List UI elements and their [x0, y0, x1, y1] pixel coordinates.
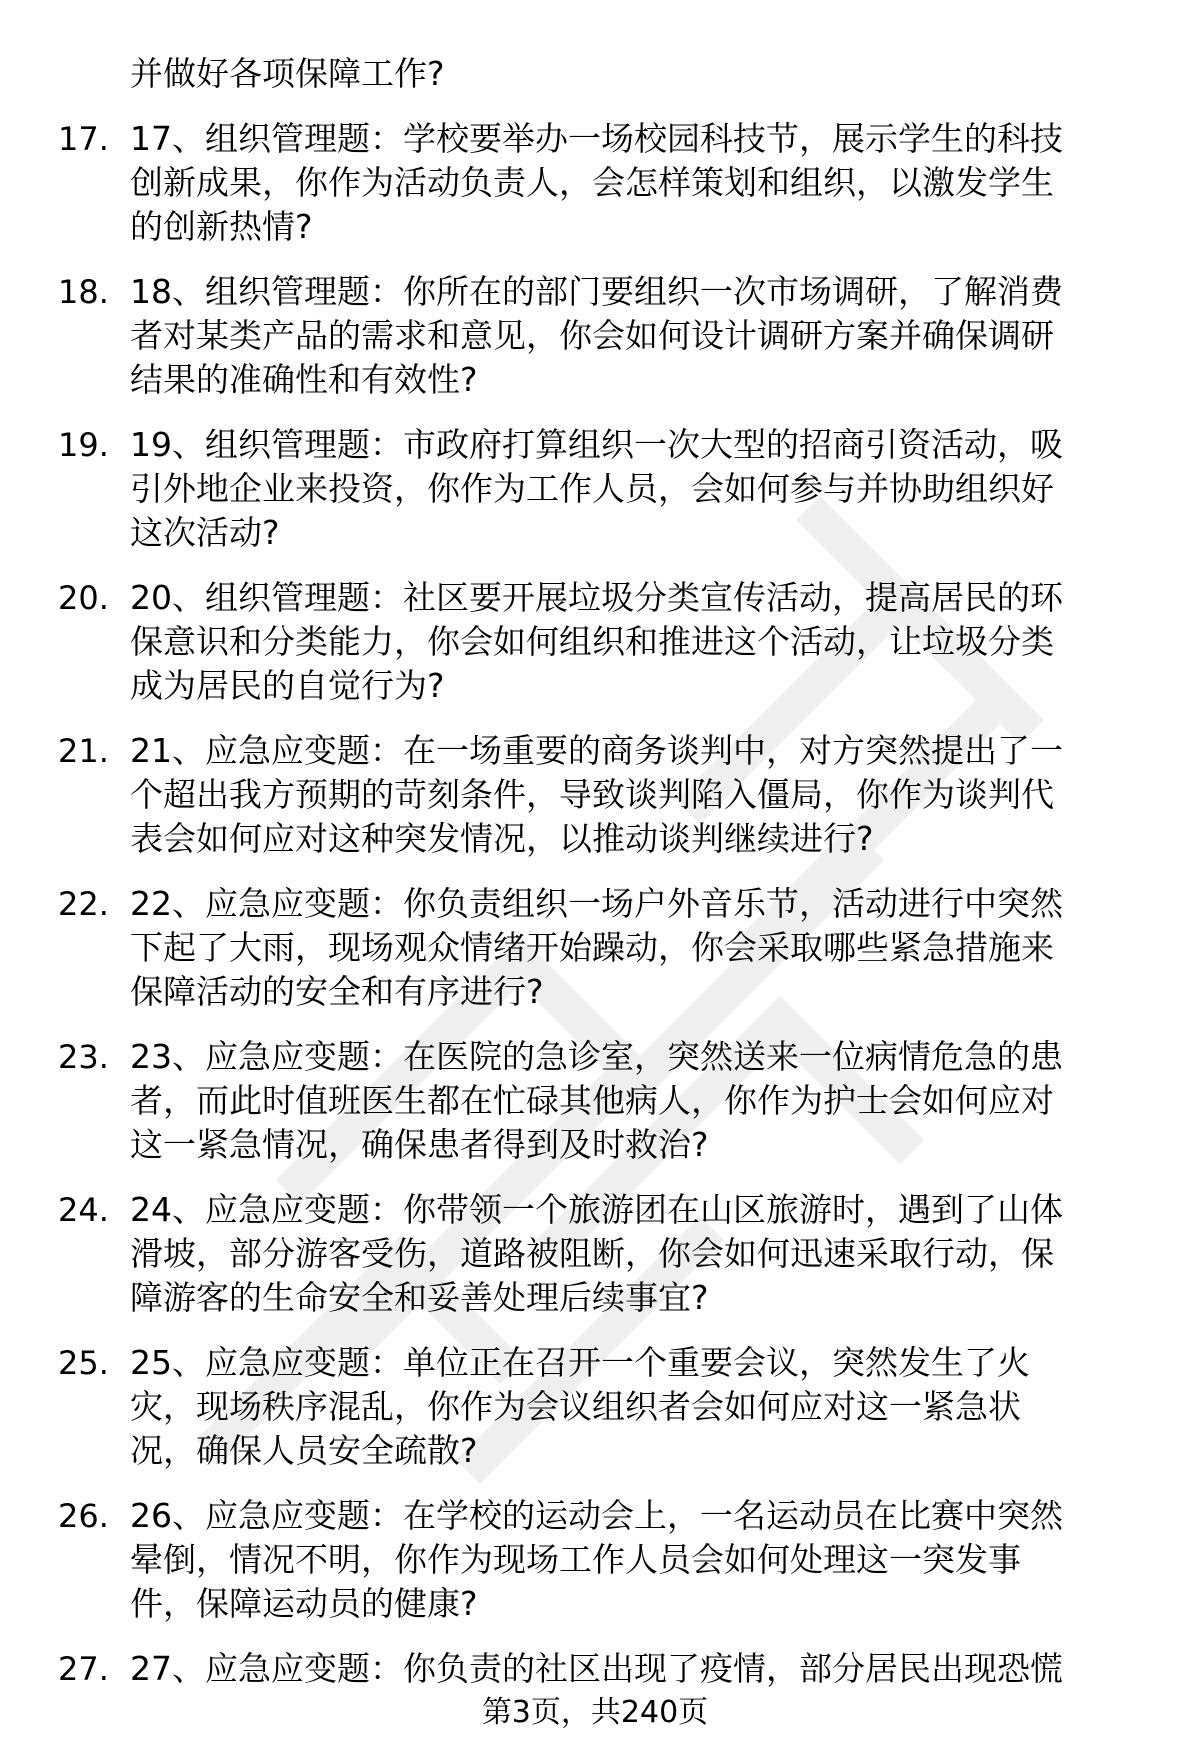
question-number: 24.: [58, 1191, 109, 1229]
question-line: 障游客的生命安全和妥善处理后续事宜?: [130, 1278, 709, 1317]
question-number: 23.: [58, 1038, 109, 1076]
question-line: 24、应急应变题：你带领一个旅游团在山区旅游时，遇到了山体: [130, 1190, 1063, 1229]
question-line: 19、组织管理题：市政府打算组织一次大型的招商引资活动，吸: [130, 425, 1063, 464]
question-line: 22、应急应变题：你负责组织一场户外音乐节，活动进行中突然: [130, 884, 1063, 923]
question-text: [130, 1647, 1170, 1691]
question-line: 这次活动?: [130, 513, 280, 552]
question-number: 18.: [58, 273, 109, 311]
question-number: 27.: [58, 1650, 109, 1688]
question-number: 21.: [58, 732, 109, 770]
question-number: 19.: [58, 426, 109, 464]
question-number: 26.: [58, 1497, 109, 1535]
question-item: [0, 576, 1190, 708]
question-item: [0, 270, 1190, 402]
question-line: 保障活动的安全和有序进行?: [130, 972, 544, 1011]
question-text: [130, 1341, 1170, 1473]
question-number: 22.: [58, 885, 109, 923]
question-line: 26、应急应变题：在学校的运动会上，一名运动员在比赛中突然: [130, 1496, 1063, 1535]
question-text: [130, 576, 1170, 708]
question-line: 结果的准确性和有效性?: [130, 360, 478, 399]
question-item: [0, 1035, 1190, 1167]
question-line: 引外地企业来投资，你作为工作人员，会如何参与并协助组织好: [130, 469, 1054, 508]
question-line: 这一紧急情况，确保患者得到及时救治?: [130, 1125, 709, 1164]
question-text: [130, 423, 1170, 555]
question-item: [0, 117, 1190, 249]
question-line: 创新成果，你作为活动负责人，会怎样策划和组织，以激发学生: [130, 163, 1054, 202]
question-line: 个超出我方预期的苛刻条件，导致谈判陷入僵局，你作为谈判代: [130, 775, 1054, 814]
question-text: [130, 117, 1170, 249]
question-item: [0, 1647, 1190, 1691]
page-footer: 第3页，共240页: [481, 1695, 709, 1730]
continuation-text: 并做好各项保障工作?: [130, 54, 445, 93]
question-line: 27、应急应变题：你负责的社区出现了疫情，部分居民出现恐慌: [130, 1649, 1063, 1688]
question-text: [130, 270, 1170, 402]
question-line: 21、应急应变题：在一场重要的商务谈判中，对方突然提出了一: [130, 731, 1063, 770]
question-item: [0, 423, 1190, 555]
question-item: [0, 1494, 1190, 1626]
question-line: 23、应急应变题：在医院的急诊室，突然送来一位病情危急的患: [130, 1037, 1063, 1076]
question-list: [0, 117, 1190, 1712]
question-line: 灾，现场秩序混乱，你作为会议组织者会如何应对这一紧急状: [130, 1387, 1021, 1426]
question-text: [130, 729, 1170, 861]
question-line: 者，而此时值班医生都在忙碌其他病人，你作为护士会如何应对: [130, 1081, 1054, 1120]
question-line: 者对某类产品的需求和意见，你会如何设计调研方案并确保调研: [130, 316, 1054, 355]
question-number: 25.: [58, 1344, 109, 1382]
question-line: 25、应急应变题：单位正在召开一个重要会议，突然发生了火: [130, 1343, 1030, 1382]
question-line: 17、组织管理题：学校要举办一场校园科技节，展示学生的科技: [130, 119, 1063, 158]
question-line: 成为居民的自觉行为?: [130, 666, 445, 705]
question-line: 保意识和分类能力，你会如何组织和推进这个活动，让垃圾分类: [130, 622, 1054, 661]
question-item: [0, 882, 1190, 1014]
question-line: 况，确保人员安全疏散?: [130, 1431, 478, 1470]
question-line: 件，保障运动员的健康?: [130, 1584, 478, 1623]
question-text: [130, 1494, 1170, 1626]
question-item: [0, 1341, 1190, 1473]
question-line: 的创新热情?: [130, 207, 313, 246]
question-line: 18、组织管理题：你所在的部门要组织一次市场调研，了解消费: [130, 272, 1063, 311]
question-text: [130, 1188, 1170, 1320]
question-number: 17.: [58, 120, 109, 158]
question-line: 20、组织管理题：社区要开展垃圾分类宣传活动，提高居民的环: [130, 578, 1063, 617]
question-item: [0, 1188, 1190, 1320]
question-text: [130, 1035, 1170, 1167]
question-item: [0, 729, 1190, 861]
question-text: [130, 882, 1170, 1014]
question-line: 下起了大雨，现场观众情绪开始躁动，你会采取哪些紧急措施来: [130, 928, 1054, 967]
question-line: 晕倒，情况不明，你作为现场工作人员会如何处理这一突发事: [130, 1540, 1021, 1579]
question-line: 表会如何应对这种突发情况，以推动谈判继续进行?: [130, 819, 874, 858]
question-number: 20.: [58, 579, 109, 617]
question-line: 滑坡，部分游客受伤，道路被阻断，你会如何迅速采取行动，保: [130, 1234, 1054, 1273]
